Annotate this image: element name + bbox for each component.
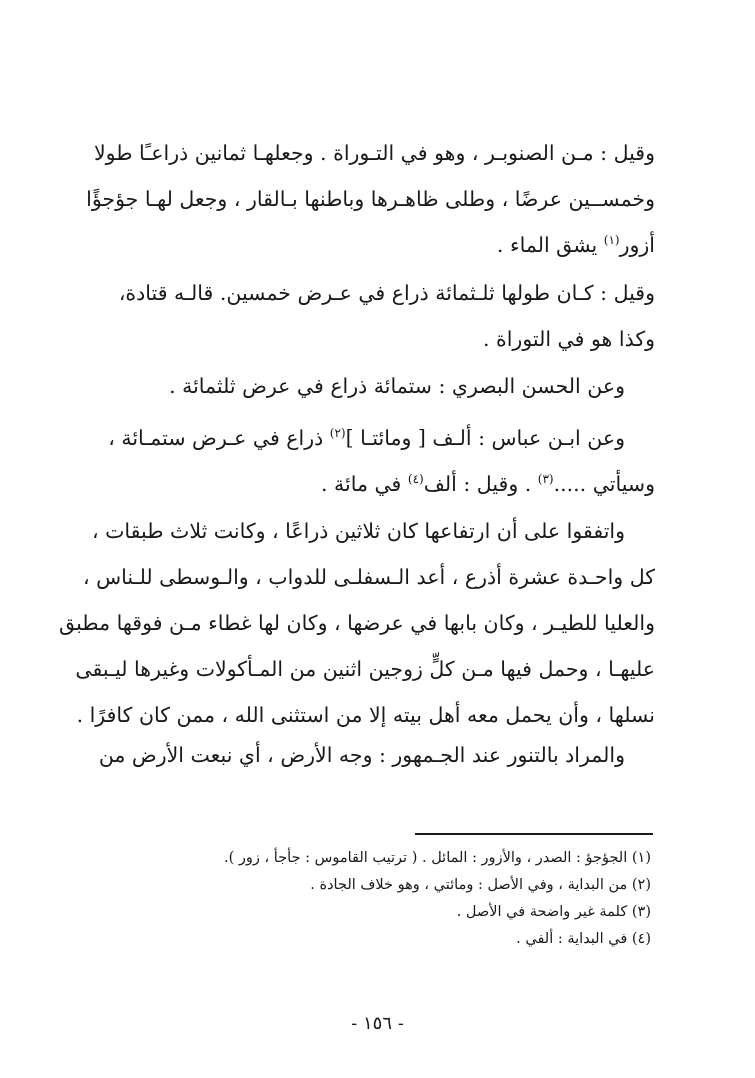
text-line: وخمســين عرضًا ، وطلى ظاهـرها وباطنها بـالقار ، وجعل لهـا جؤجؤًا <box>86 187 655 211</box>
footnote-3: (٣) كلمة غير واضحة في الأصل . <box>456 904 651 920</box>
text-line: والعليا للطيـر ، وكان بابها في عرضها ، وكان لها غطاء مـن فوقها مطبق <box>59 611 655 635</box>
text-line: وقيل : كـان طولها ثلـثمائة ذراع في عـرض خمسين. قالـه قتادة، <box>118 281 655 305</box>
text-line: والمراد بالتنور عند الجـمهور : وجه الأرض ، أي نبعت الأرض من <box>98 743 625 767</box>
paragraph-tannur <box>90 732 655 778</box>
text-run: وعن ابـن عباس : ألـف [ ومائتـا ] <box>345 426 625 450</box>
text-line: وقيل : مـن الصنوبـر ، وهو في التـوراة . وجعلهـا ثمانين ذراعـًا طولا <box>93 141 655 165</box>
text-run: ذراع في عـرض ستمـائة ، <box>108 426 330 450</box>
text-run: . وقيل : ألف <box>423 472 538 496</box>
text-line: عليهـا ، وحمل فيها مـن كلٍّ زوجين اثنين من المـأكولات وغيرها ليـبقى <box>75 657 655 681</box>
text-line: وكذا هو في التوراة . <box>482 327 655 351</box>
text-line: نسلها ، وأن يحمل معه أهل بيته إلا من استثنى الله ، ممن كان كافرًا . <box>76 703 655 727</box>
footnote-1: (١) الجؤجؤ : الصدر ، والأزور : المائل . ( ترتيب القاموس : جأجأ ، زور ). <box>224 850 651 866</box>
text-line <box>90 415 655 461</box>
text-line <box>90 222 655 268</box>
paragraph-qatada <box>90 270 655 362</box>
text-line <box>90 461 655 507</box>
footnote-4: (٤) في البداية : ألفي . <box>516 931 651 947</box>
footnote-2: (٢) من البداية ، وفي الأصل : ومائتي ، وهو خلاف الجادة . <box>310 877 651 893</box>
paragraph-ibn-abbas <box>90 415 655 507</box>
text-line: واتفقوا على أن ارتفاعها كان ثلاثين ذراعًا ، وكانت ثلاث طبقات ، <box>91 519 625 543</box>
footnote-ref-2[interactable]: (٢) <box>329 426 346 441</box>
footnote-ref-3[interactable]: (٣) <box>537 472 554 487</box>
paragraph-structure <box>59 508 655 738</box>
footnote-ref-1[interactable]: (١) <box>603 233 620 248</box>
text-run: في مائة . <box>321 472 408 496</box>
page-number: - ١٥٦ - <box>351 1013 404 1034</box>
text-run: وسيأتي ..... <box>553 472 655 496</box>
footnotes <box>91 845 651 953</box>
paragraph-ark-wood <box>86 130 655 268</box>
paragraph-hasan <box>90 363 655 409</box>
text-line: كل واحـدة عشرة أذرع ، أعد الـسفلـى للدواب ، والـوسطى للـناس ، <box>83 565 655 589</box>
text-line: وعن الحسن البصري : ستمائة ذراع في عرض ثلثمائة . <box>169 374 625 398</box>
footnote-ref-4[interactable]: (٤) <box>407 472 424 487</box>
text-run: يشق الماء . <box>496 233 604 257</box>
footnote-divider <box>415 833 653 835</box>
text-run: أزور <box>619 233 655 257</box>
